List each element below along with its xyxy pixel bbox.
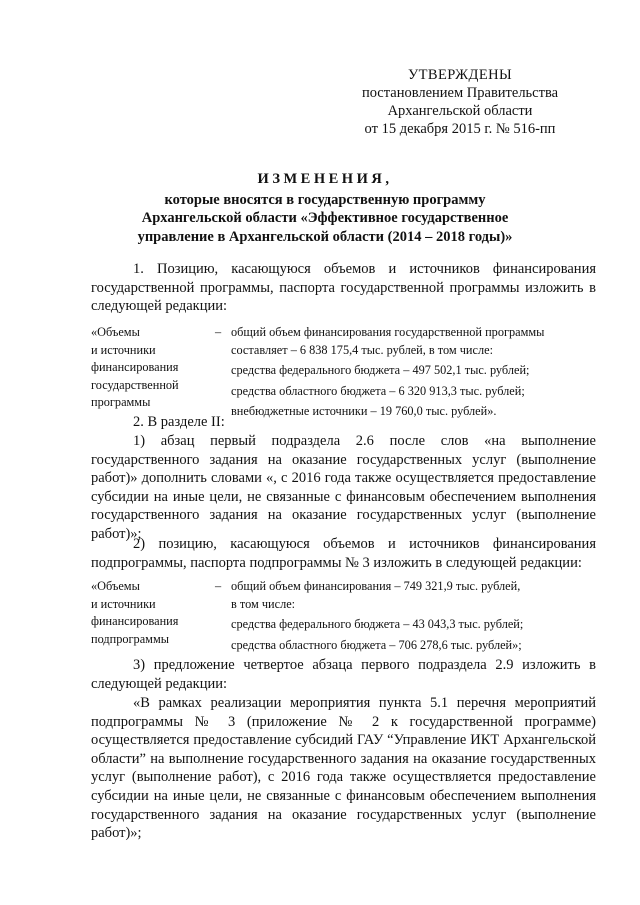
- document-heading: [80, 170, 570, 246]
- funding-row: средства федерального бюджета – 497 502,1 тыс. рублей;: [231, 363, 530, 378]
- label-line: «Объемы: [91, 579, 140, 593]
- funding-table-label: [91, 324, 211, 412]
- funding-table-dash: –: [215, 579, 222, 593]
- label-line: финансирования: [91, 614, 179, 629]
- approval-line: постановлением Правительства: [361, 85, 559, 101]
- label-line: «Объемы: [91, 325, 140, 339]
- funding-row: составляет – 6 838 175,4 тыс. рублей, в том числе:: [231, 342, 493, 357]
- label-line: государственной: [91, 377, 179, 392]
- funding-row: общий объем финансирования – 749 321,9 тыс. рублей,: [231, 579, 521, 593]
- funding-row: средства федерального бюджета – 43 043,3 тыс. рублей;: [231, 617, 524, 632]
- label-line: и источники: [91, 596, 156, 611]
- funding-table-dash: –: [215, 325, 222, 339]
- funding-row: внебюджетные источники – 19 760,0 тыс. рублей».: [231, 404, 497, 419]
- paragraph-item-1: 1. Позицию, касающуюся объемов и источников финансирования государственной программы, паспорта государственной программы изложить в следующей редакции:: [91, 261, 596, 315]
- funding-table-values: [231, 324, 601, 421]
- paragraph-item-2-3: 3) предложение четвертое абзаца первого подраздела 2.9 изложить в следующей редакции:: [91, 657, 596, 692]
- funding-row: общий объем финансирования государственной программы: [231, 325, 545, 339]
- paragraph-item-2-1: 1) абзац первый подраздела 2.6 после слов «на выполнение государственного задания на оказание государственных услуг (выполнение работ)» дополнить словами «, с 2016 года также осуществляется предоставление субсидии на иные цели, не связанные с финансовым обеспечением выполнения государственного задания на оказание государственных услуг (выполнение работ)»;: [91, 433, 596, 542]
- quoted-text: «В рамках реализации мероприятия пункта 5.1 перечня мероприятий подпрограммы № 3 (приложение № 2 к государственной программе) осуществляется предоставление субсидий ГАУ “Управление ИКТ Архангельской области” на выполнение государственного задания на оказание государственных услуг (выполнение работ), с 2016 года также осуществляется предоставление субсидии на иные цели, не связанные с финансовым обеспечением выполнения государственного задания на оказание государственных услуг (выполнение работ)»;: [91, 695, 596, 842]
- label-line: и источники: [91, 342, 156, 357]
- heading-title: ИЗМЕНЕНИЯ,: [257, 171, 393, 187]
- approval-line: Архангельской области: [387, 103, 533, 119]
- approval-line: от 15 декабря 2015 г. № 516-пп: [364, 121, 556, 137]
- funding-table-values: [231, 578, 601, 654]
- funding-table-program: [91, 324, 601, 419]
- approval-stamp: [330, 66, 590, 138]
- funding-row: средства областного бюджета – 6 320 913,3 тыс. рублей;: [231, 383, 525, 398]
- funding-row: в том числе:: [231, 596, 296, 611]
- paragraph-item-2-2: 2) позицию, касающуюся объемов и источников финансирования подпрограммы, паспорта подпрограммы № 3 изложить в следующей редакции:: [91, 536, 596, 571]
- heading-line: управление в Архангельской области (2014 – 2018 годы)»: [137, 228, 513, 245]
- label-line: финансирования: [91, 360, 179, 375]
- heading-line: которые вносятся в государственную программу: [164, 191, 486, 208]
- funding-row: средства областного бюджета – 706 278,6 тыс. рублей»;: [231, 637, 522, 652]
- approval-title: УТВЕРЖДЕНЫ: [407, 67, 513, 83]
- paragraph-item-2: 2. В разделе II:: [133, 414, 225, 430]
- funding-table-label: [91, 578, 211, 648]
- funding-table-subprogram: [91, 578, 601, 650]
- heading-line: Архангельской области «Эффективное государственное: [141, 210, 509, 226]
- label-line: программы: [91, 395, 151, 410]
- label-line: подпрограммы: [91, 631, 169, 646]
